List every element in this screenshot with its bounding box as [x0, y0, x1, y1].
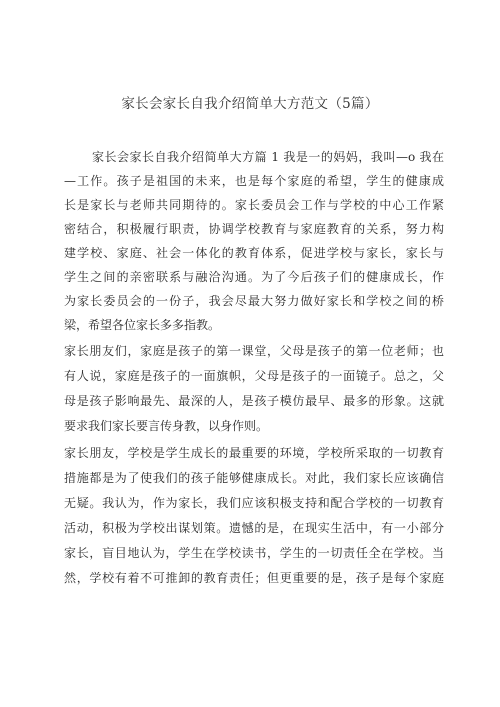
- paragraph-1-line-3: 长是家长与老师共同期待的。家长委员会工作与学校的中心工作紧: [64, 198, 444, 212]
- paragraph-2-line-3: 母是孩子影响最先、最深的人，是孩子模仿最早、最多的形象。这就: [64, 394, 444, 408]
- document-title: 家长会家长自我介绍简单大方范文（5篇）: [121, 96, 379, 112]
- paragraph-1-line-2: —工作。孩子是祖国的未来，也是每个家庭的希望，学生的健康成: [64, 174, 444, 188]
- paragraph-1-line-4: 密结合，积极履行职责，协调学校教育与家庭教育的关系，努力构: [64, 222, 444, 236]
- paragraph-3-line-4: 活动，积极为学校出谋划策。遗憾的是，在现实生活中，有一小部分: [64, 521, 444, 535]
- paragraph-3-line-3: 无疑。我认为，作为家长，我们应该积极支持和配合学校的一切教育: [64, 496, 444, 510]
- paragraph-1-line-5: 建学校、家庭、社会一体化的教育体系，促进学校与家长，家长与: [64, 246, 444, 260]
- paragraph-3-line-6: 然，学校有着不可推卸的教育责任；但更重要的是，孩子是每个家庭: [64, 571, 444, 585]
- paragraph-2-line-2: 有人说，家庭是孩子的一面旗帜，父母是孩子的一面镜子。总之，父: [64, 369, 444, 383]
- paragraph-1-line-1: 家长会家长自我介绍简单大方篇 1 我是一的妈妈，我叫—o 我在: [92, 150, 444, 164]
- paragraph-1-line-8: 梁，希望各位家长多多指教。: [64, 318, 221, 332]
- paragraph-2-line-1: 家长朋友们，家庭是孩子的第一课堂，父母是孩子的第一位老师；也: [64, 344, 444, 358]
- paragraph-1-line-6: 学生之间的亲密联系与融洽沟通。为了今后孩子们的健康成长，作: [64, 270, 444, 284]
- paragraph-3-line-2: 措施都是为了使我们的孩子能够健康成长。对此，我们家长应该确信: [64, 471, 444, 485]
- paragraph-2-line-4: 要求我们家长要言传身教，以身作则。: [64, 419, 269, 433]
- paragraph-3-line-1: 家长朋友，学校是学生成长的最重要的环境，学校所采取的一切教育: [64, 446, 444, 460]
- paragraph-3-line-5: 家长，盲目地认为，学生在学校读书，学生的一切责任全在学校。当: [64, 546, 444, 560]
- paragraph-1-line-7: 为家长委员会的一份子，我会尽最大努力做好家长和学校之间的桥: [64, 294, 444, 308]
